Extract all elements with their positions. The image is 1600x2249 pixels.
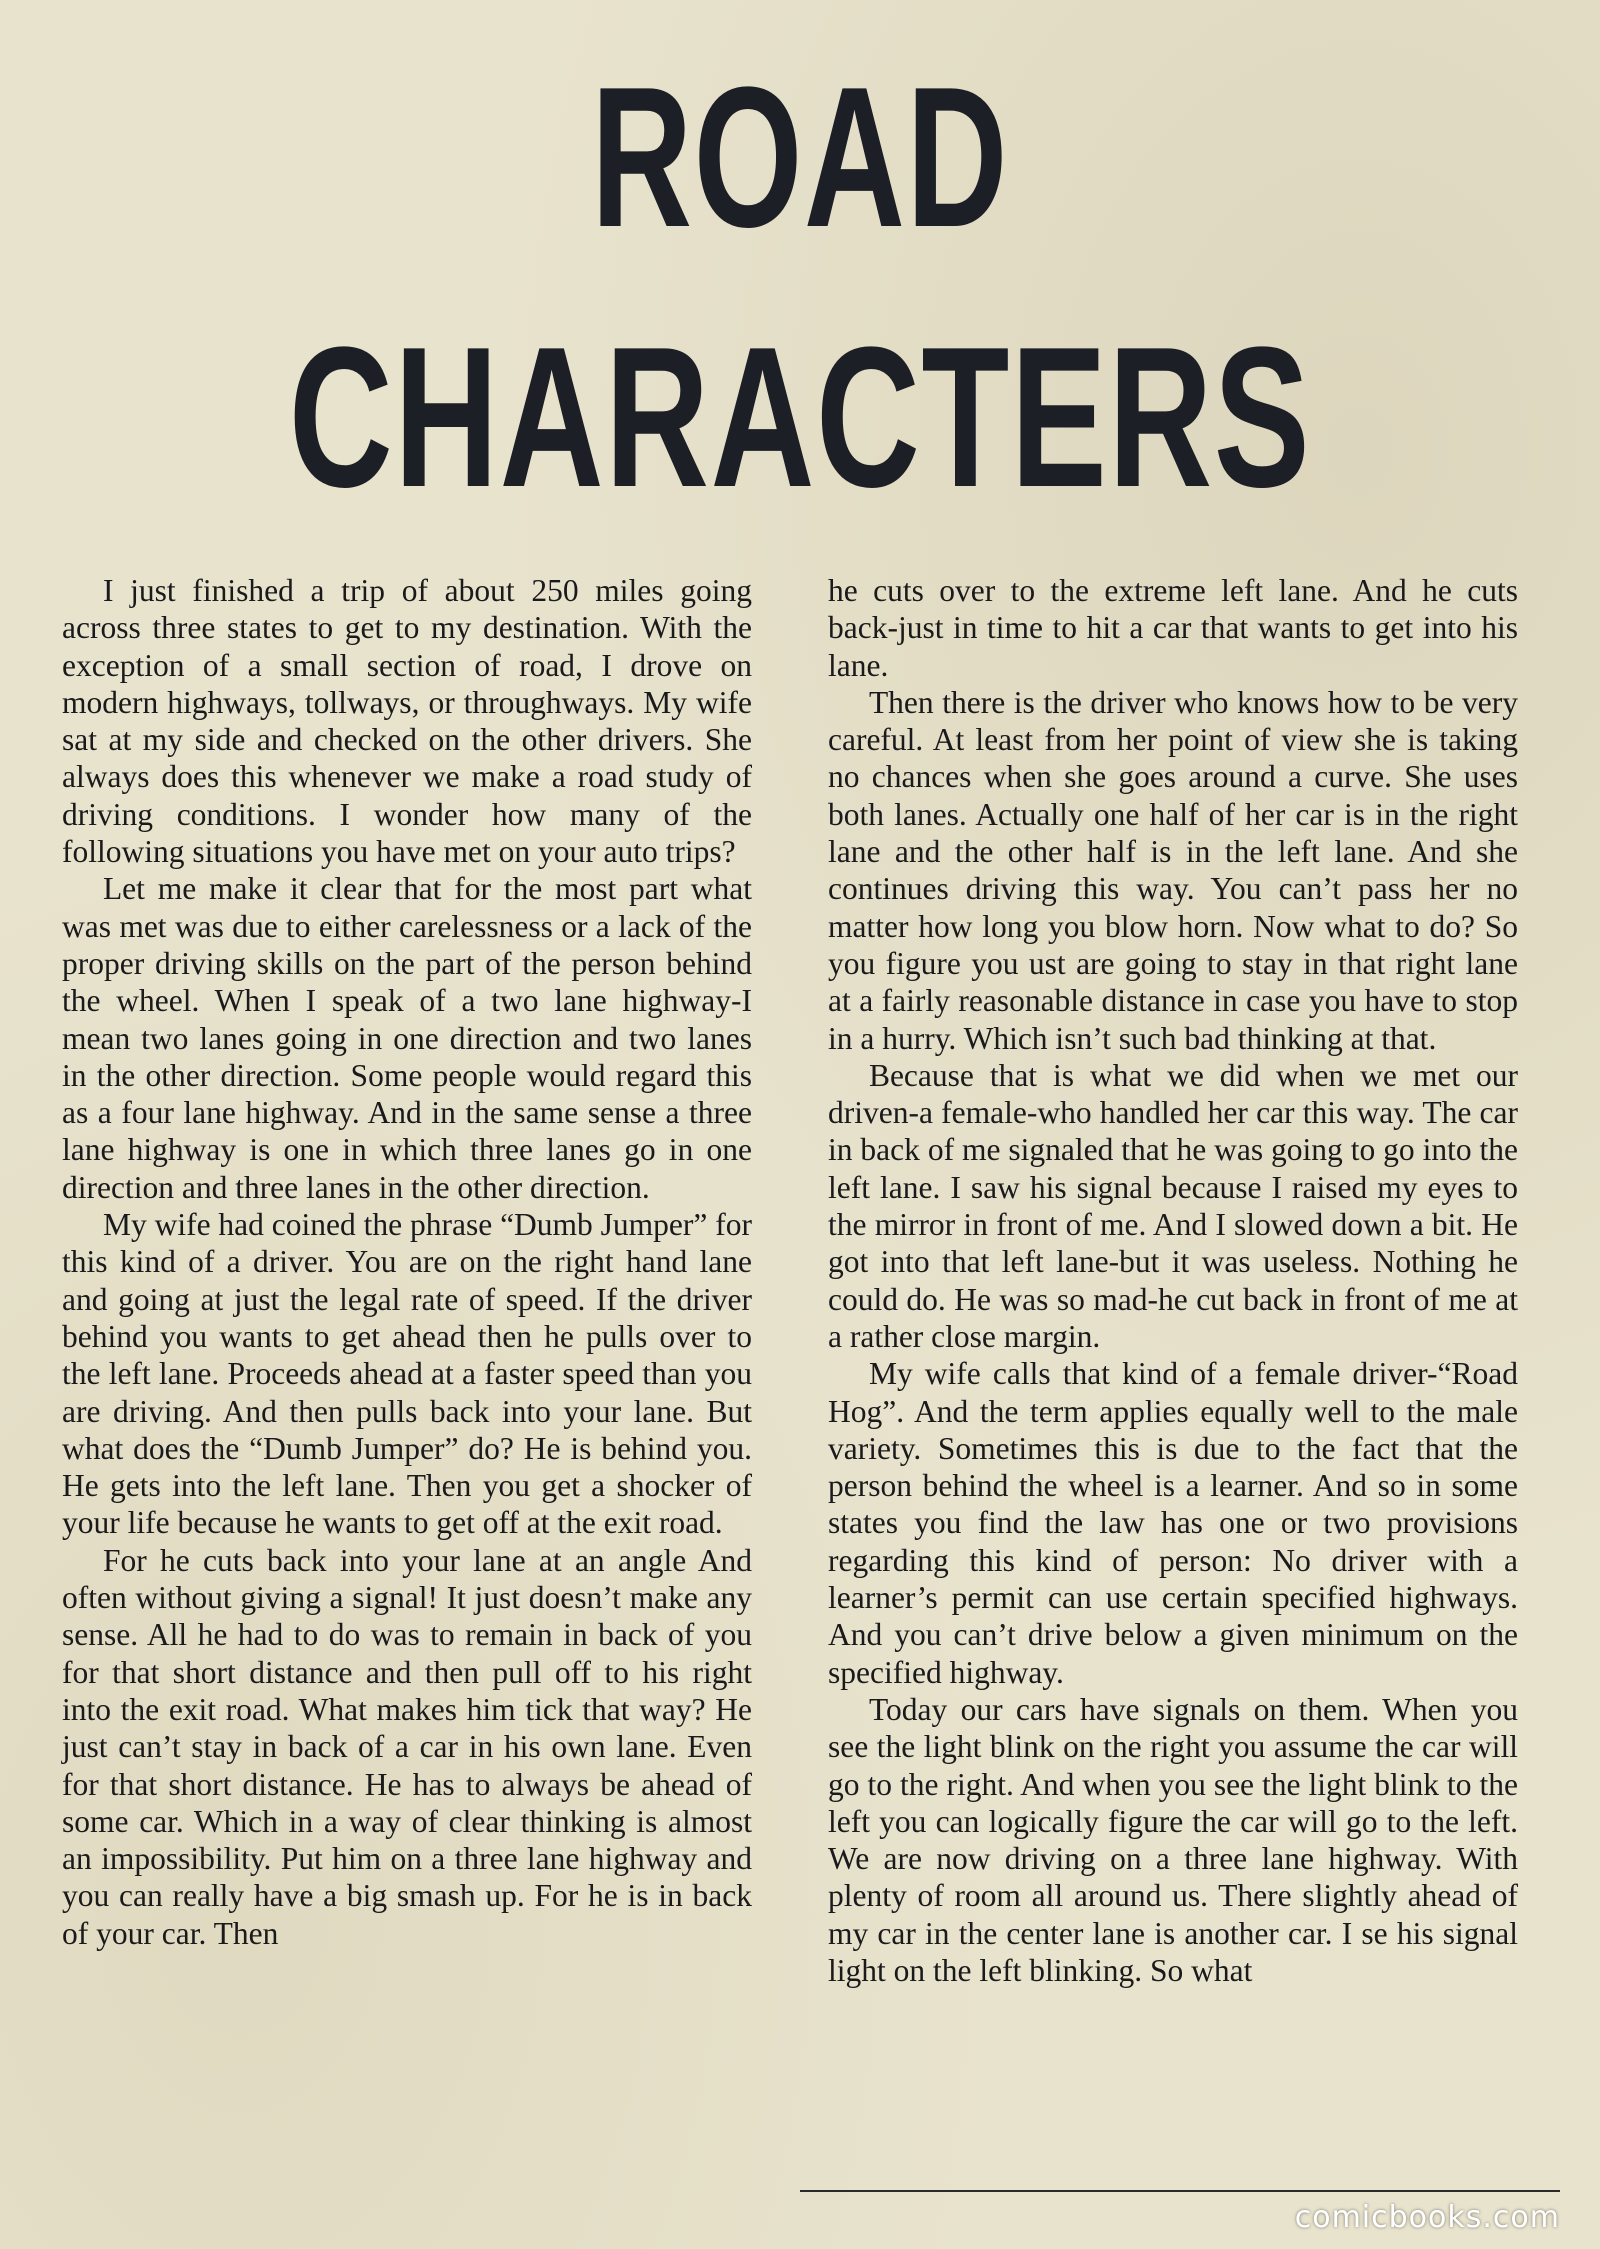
paragraph: For he cuts back into your lane at an angle And often without giving a signal! It just doesn’t make any sense. All he had to do was to remain in back of you for that short distance and then pull off to his right into the exit road. What makes him tick that way? He just can’t stay in back of a car in his own lane. Even for that short distance. He has to always be ahead of some car. Which in a way of clear thinking is almost an impossibility. Put him on a three lane highway and you can really have a big smash up. For he is in back of your car. Then — [62, 1542, 752, 1951]
watermark: comicbooks.com — [1294, 2200, 1560, 2235]
paragraph: Then there is the driver who knows how to be very careful. At least from her point of view she is taking no chances when she goes around a curve. She uses both lanes. Actually one half of her car is in the right lane and the other half is in the left lane. And she continues driving this way. You can’t pass her no matter how long you blow horn. Now what to do? So you figure you ust are going to stay in that right lane at a fairly reasonable distance in case you have to stop in a hurry. Which isn’t such bad thinking at that. — [828, 684, 1518, 1056]
paragraph: I just finished a trip of about 250 miles going across three states to get to my destination. With the exception of a small section of road, I drove on modern highways, tollways, or throughways. My wife sat at my side and checked on the other drivers. She always does this whenever we make a road study of driving conditions. I wonder how many of the following situations you have met on your auto trips? — [62, 573, 752, 870]
title-line-2: CHARACTERS — [288, 306, 1312, 529]
bottom-rule — [800, 2190, 1560, 2192]
right-column — [828, 572, 1518, 1989]
paragraph: he cuts over to the extreme left lane. And he cuts back-just in time to hit a car that wants to get into his lane. — [828, 573, 1518, 683]
title-line-1: ROAD — [591, 46, 1009, 269]
paragraph: Let me make it clear that for the most part what was met was due to either carelessness or a lack of the proper driving skills on the part of the person behind the wheel. When I speak of a two lane highway-I mean two lanes going in one direction and two lanes in the other direction. Some people would regard this as a four lane highway. And in the same sense a three lane highway is one in which three lanes go in one direction and three lanes in the other direction. — [62, 871, 752, 1205]
paragraph: My wife had coined the phrase “Dumb Jumper” for this kind of a driver. You are on the right hand lane and going at just the legal rate of speed. If the driver behind you wants to get ahead then he pulls over to the left lane. Proceeds ahead at a faster speed than you are driving. And then pulls back into your lane. But what does the “Dumb Jumper” do? He is behind you. He gets into the left lane. Then you get a shocker of your life because he wants to get off at the exit road. — [62, 1207, 752, 1541]
paragraph: Today our cars have signals on them. When you see the light blink on the right you assume the car will go to the right. And when you see the light blink to the left you can logically figure the car will go to the left. We are now driving on a three lane highway. With plenty of room all around us. There slightly ahead of my car in the center lane is another car. I se his signal light on the left blinking. So what — [828, 1691, 1518, 1988]
paragraph: Because that is what we did when we met our driven-a female-who handled her car this way. The car in back of me signaled that he was going to go into the left lane. I saw his signal because I raised my eyes to the mirror in front of me. And I slowed down a bit. He got into that left lane-but it was useless. Nothing he could do. He was so mad-he cut back in front of me at a rather close margin. — [828, 1057, 1518, 1354]
paragraph: My wife calls that kind of a female driver-“Road Hog”. And the term applies equally well to the male variety. Sometimes this is due to the fact that the person behind the wheel is a learner. And so in some states you find the law has one or two provisions regarding this kind of person: No driver with a learner’s permit can use certain specified highways. And you can’t drive below a given minimum on the specified highway. — [828, 1356, 1518, 1690]
left-column — [62, 572, 752, 1952]
